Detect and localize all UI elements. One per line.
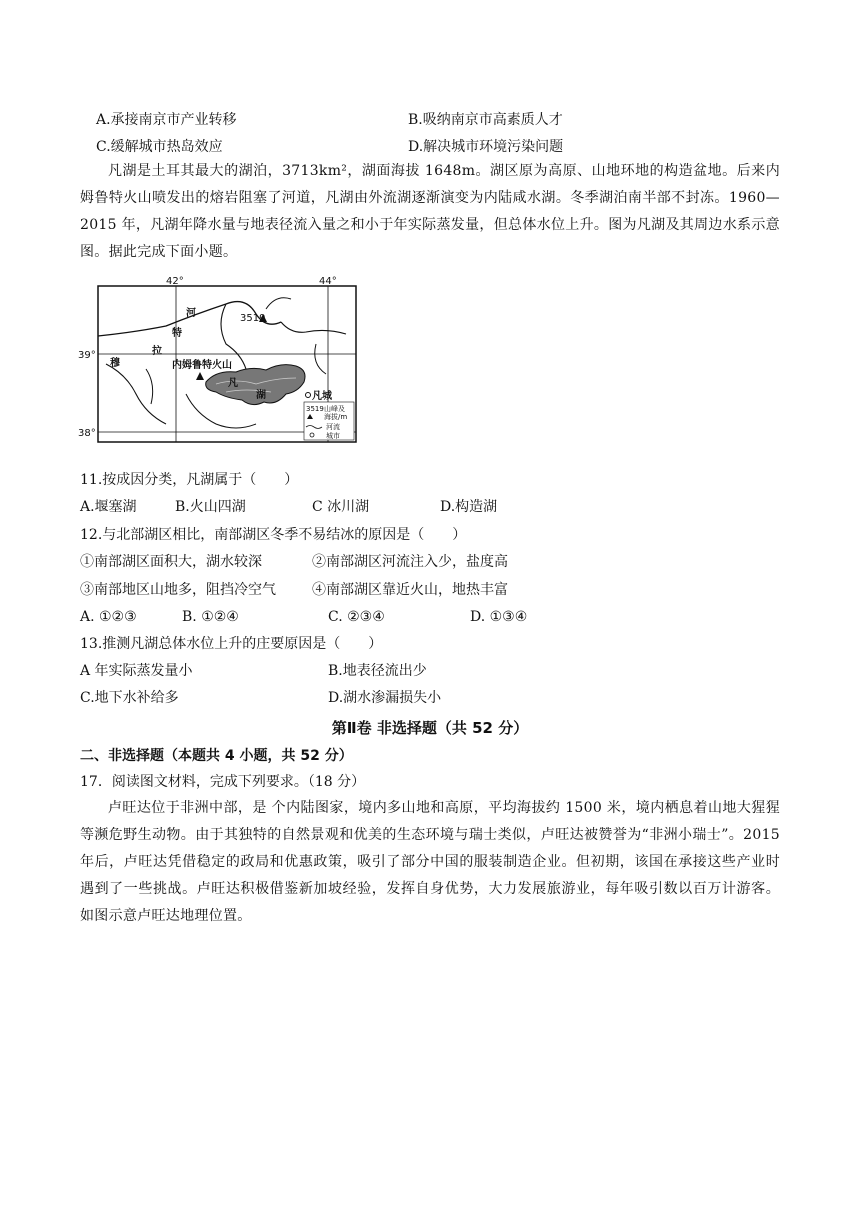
q10-option-b: B.吸纳南京市高素质人才 — [408, 112, 563, 128]
q10-option-a: A.承接南京市产业转移 — [96, 112, 237, 128]
q12-stem: 12.与北部湖区相比，南部湖区冬季不易结冰的原因是（ ） — [80, 527, 467, 543]
section2-title: 第Ⅱ卷 非选择题（共 52 分） — [331, 719, 529, 737]
map-river-label-2: 特 — [172, 328, 182, 339]
map-lat-39: 39° — [78, 350, 96, 361]
q12-option-c: C. ②③④ — [328, 609, 385, 625]
q17-stem: 17．阅读图文材料，完成下列要求。（18 分） — [80, 774, 366, 790]
map-lake-label-1: 凡 — [228, 378, 238, 389]
q11-option-a: A.堰塞湖 — [80, 499, 137, 515]
map-legend-city: 城市 — [326, 432, 340, 440]
q12-statement-3: ③南部地区山地多，阻挡冷空气 — [80, 582, 276, 598]
lake-map-figure — [76, 274, 366, 454]
q12-statement-1: ①南部湖区面积大，湖水较深 — [80, 554, 262, 570]
map-peak-elevation: 3519 — [240, 313, 266, 324]
q13-option-b: B.地表径流出少 — [328, 663, 427, 679]
q11-option-d: D.构造湖 — [440, 499, 498, 515]
map-lon-44: 44° — [319, 276, 337, 287]
q10-option-d: D.解决城市环境污染问题 — [408, 139, 564, 155]
map-legend-peak-num: 3519 — [306, 405, 324, 413]
map-lake-label-2: 湖 — [256, 390, 266, 401]
map-lat-38: 38° — [78, 428, 96, 439]
q13-stem: 13.推测凡湖总体水位上升的庄要原因是（ ） — [80, 636, 383, 652]
city-icon — [310, 433, 314, 437]
section2-subtitle: 二、非选择题（本题共 4 小题，共 52 分） — [80, 748, 353, 764]
map-volcano-label: 内姆鲁特火山 — [172, 360, 232, 371]
map-legend-river: 河流 — [326, 423, 340, 431]
q13-option-c: C.地下水补给多 — [80, 690, 179, 706]
q12-statement-2: ②南部湖区河流注入少，盐度高 — [312, 554, 508, 570]
passage-rwanda: 卢旺达位于非洲中部，是 个内陆图家，境内多山地和高原，平均海拔约 1500 米，境内栖息着山地大猩猩等濒危野生动物。由于其独特的自然景观和优美的生态环境与瑞士类似，卢旺达被赞誉为“非洲小瑞士”。2015 年后，卢旺达凭借稳定的政局和优惠政策，吸引了部分中国的服装制造企业。但初期，该国在承接这些产业时遇到了一些挑战。卢旺达积极借鉴新加坡经验，发挥自身优势，大力发展旅游业，每年吸引数以百万计游客。如图示意卢旺达地理位置。 — [80, 800, 780, 924]
q10-option-c: C.缓解城市热岛效应 — [96, 139, 223, 155]
q13-option-a: A 年实际蒸发量小 — [80, 663, 193, 679]
q11-option-c: C 冰川湖 — [312, 499, 370, 515]
q12-option-d: D. ①③④ — [470, 609, 528, 625]
passage-lake: 凡湖是土耳其最大的湖泊，3713km²，湖面海拔 1648m。湖区原为高原、山地环地的构造盆地。后来内姆鲁特火山喷发出的熔岩阻塞了河道，凡湖由外流湖逐渐演变为内陆咸水湖。冬季湖泊南半部不封冻。1960—2015 年，凡湖年降水量与地表径流入量之和小于年实际蒸发量，但总体水位上升。图为凡湖及其周边水系示意图。据此完成下面小题。 — [80, 163, 780, 260]
q11-stem: 11.按成因分类，凡湖属于（ ） — [80, 472, 299, 488]
map-legend-peak-label2: 海拔/m — [324, 413, 348, 421]
q13-option-d: D.湖水渗漏损失小 — [328, 690, 442, 706]
map-river-label-3: 拉 — [152, 346, 162, 357]
map-city-label: 凡城 — [312, 391, 332, 402]
map-legend-peak-label: 山峰及 — [324, 405, 345, 413]
q12-option-b: B. ①②④ — [182, 609, 239, 625]
map-river-label-1: 河 — [186, 308, 196, 319]
q12-statement-4: ④南部湖区靠近火山，地热丰富 — [312, 582, 508, 598]
q11-option-b: B.火山四湖 — [175, 499, 246, 515]
map-lon-42: 42° — [166, 276, 184, 287]
map-river-label-4: 穆 — [110, 358, 120, 369]
q12-option-a: A. ①②③ — [80, 609, 137, 625]
